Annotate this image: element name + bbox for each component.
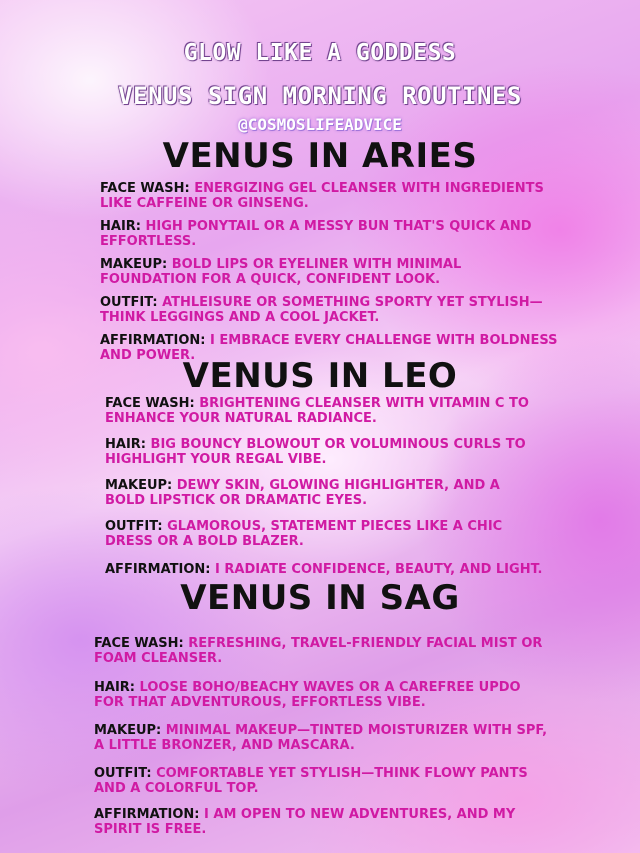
item-label: FACE WASH: [94,636,184,651]
header-subtitle: VENUS SIGN MORNING ROUTINES [118,82,522,110]
item-text: MINIMAL MAKEUP—TINTED MOISTURIZER WITH SPF, A LITTLE BRONZER, AND MASCARA. [94,723,548,753]
item-label: MAKEUP: [100,257,168,272]
aries-hair [100,219,560,249]
header-title: GLOW LIKE A GODDESS [183,40,457,66]
sag-makeup [94,723,554,753]
item-text: REFRESHING, TRAVEL-FRIENDLY FACIAL MIST OR FOAM CLEANSER. [94,636,543,666]
item-label: MAKEUP: [94,723,162,738]
leo-affirmation [105,562,555,577]
section-title-aries: VENUS IN ARIES [162,136,478,176]
item-label: HAIR: [105,437,146,452]
aries-makeup [100,257,560,287]
sag-outfit [94,766,554,796]
aries-face-wash [100,181,560,211]
item-label: FACE WASH: [105,396,195,411]
item-text: BIG BOUNCY BLOWOUT OR VOLUMINOUS CURLS TO HIGHLIGHT YOUR REGAL VIBE. [105,437,526,467]
item-text: I EMBRACE EVERY CHALLENGE WITH BOLDNESS AND POWER. [100,333,558,363]
item-text: LOOSE BOHO/BEACHY WAVES OR A CAREFREE UPDO FOR THAT ADVENTUROUS, EFFORTLESS VIBE. [94,680,521,710]
leo-makeup [105,478,535,508]
item-text: GLAMOROUS, STATEMENT PIECES LIKE A CHIC DRESS OR A BOLD BLAZER. [105,519,503,549]
item-label: AFFIRMATION: [105,562,211,577]
item-label: OUTFIT: [100,295,158,310]
item-text: COMFORTABLE YET STYLISH—THINK FLOWY PANTS AND A COLORFUL TOP. [94,766,528,796]
item-label: FACE WASH: [100,181,190,196]
item-label: OUTFIT: [94,766,152,781]
item-text: ATHLEISURE OR SOMETHING SPORTY YET STYLISH—THINK LEGGINGS AND A COOL JACKET. [100,295,543,325]
item-label: OUTFIT: [105,519,163,534]
account-handle: @COSMOSLIFEADVICE [238,115,402,134]
sag-hair [94,680,554,710]
leo-hair [105,437,535,467]
section-title-leo: VENUS IN LEO [182,356,458,396]
item-text: ENERGIZING GEL CLEANSER WITH INGREDIENTS LIKE CAFFEINE OR GINSENG. [100,181,544,211]
aries-outfit [100,295,560,325]
section-title-sag: VENUS IN SAG [180,578,460,618]
sag-face-wash [94,636,544,666]
item-text: DEWY SKIN, GLOWING HIGHLIGHTER, AND A BOLD LIPSTICK OR DRAMATIC EYES. [105,478,500,508]
leo-face-wash [105,396,535,426]
item-label: HAIR: [94,680,135,695]
item-label: MAKEUP: [105,478,173,493]
item-text: BOLD LIPS OR EYELINER WITH MINIMAL FOUNDATION FOR A QUICK, CONFIDENT LOOK. [100,257,462,287]
item-label: AFFIRMATION: [100,333,206,348]
item-text: I RADIATE CONFIDENCE, BEAUTY, AND LIGHT. [215,562,543,577]
item-text: HIGH PONYTAIL OR A MESSY BUN THAT'S QUICK AND EFFORTLESS. [100,219,532,249]
item-text: I AM OPEN TO NEW ADVENTURES, AND MY SPIRIT IS FREE. [94,807,516,837]
item-label: AFFIRMATION: [94,807,200,822]
sag-affirmation [94,807,554,837]
item-text: BRIGHTENING CLEANSER WITH VITAMIN C TO ENHANCE YOUR NATURAL RADIANCE. [105,396,529,426]
leo-outfit [105,519,535,549]
item-label: HAIR: [100,219,141,234]
